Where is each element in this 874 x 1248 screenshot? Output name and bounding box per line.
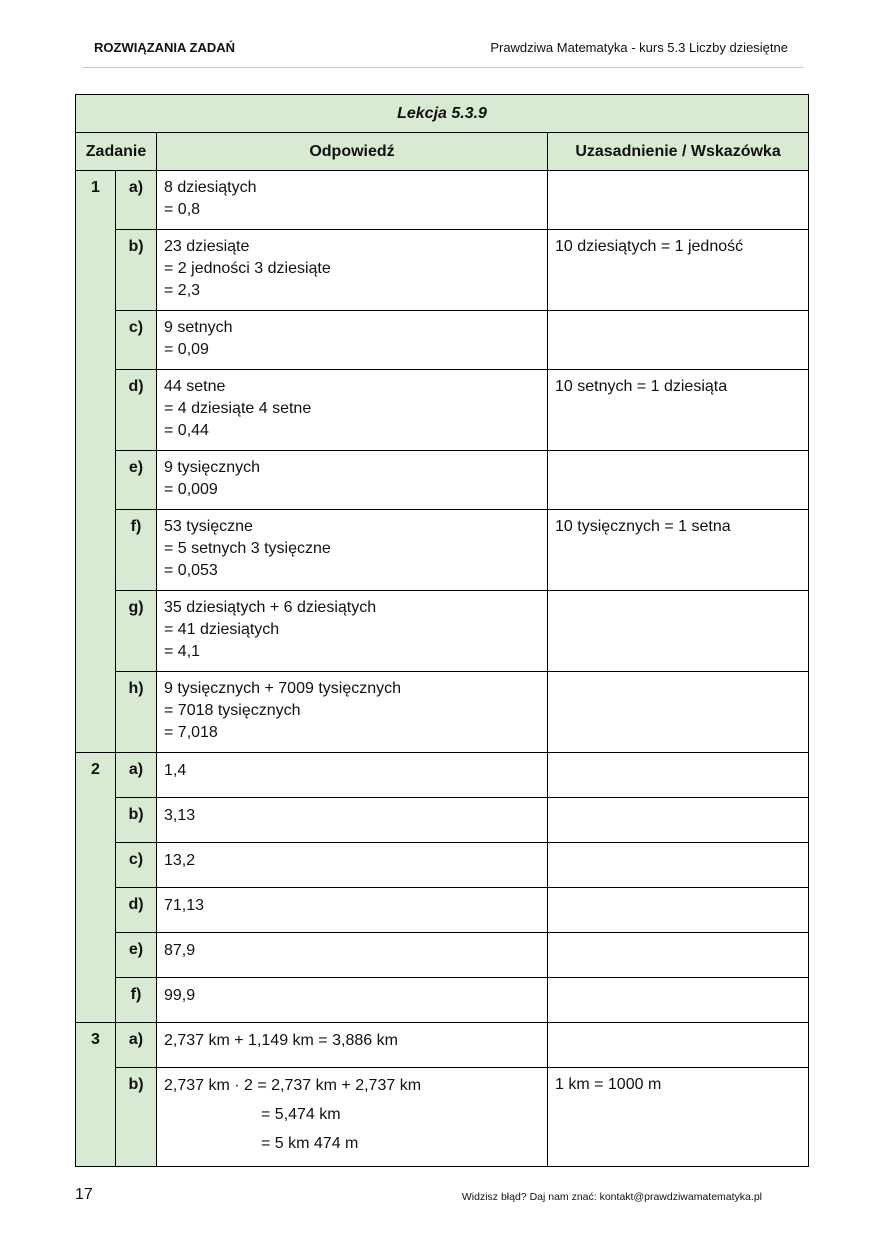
table-row bbox=[76, 672, 809, 753]
hint-cell bbox=[548, 171, 809, 230]
subtask-letter: d) bbox=[116, 888, 157, 933]
table-row bbox=[76, 230, 809, 311]
header-course-title: Prawdziwa Matematyka - kurs 5.3 Liczby dziesiętne bbox=[490, 40, 788, 55]
subtask-letter: a) bbox=[116, 171, 157, 230]
hint-cell bbox=[548, 1023, 809, 1068]
answer-line: 87,9 bbox=[164, 942, 196, 959]
table-row bbox=[76, 1023, 809, 1068]
hint-cell bbox=[548, 933, 809, 978]
answer-cell bbox=[157, 672, 548, 753]
subtask-letter: b) bbox=[116, 230, 157, 311]
table-row bbox=[76, 1068, 809, 1167]
answer-line: 9 tysięcznych + 7009 tysięcznych bbox=[164, 680, 402, 697]
table-row bbox=[76, 510, 809, 591]
answer-line: = 7,018 bbox=[164, 724, 218, 741]
solutions-table bbox=[75, 94, 809, 1167]
column-header-hint: Uzasadnienie / Wskazówka bbox=[548, 133, 809, 171]
header-divider bbox=[82, 67, 804, 68]
hint-cell bbox=[548, 978, 809, 1023]
hint-text: 10 dziesiątych = 1 jedność bbox=[555, 238, 744, 255]
table-row bbox=[76, 171, 809, 230]
subtask-letter: c) bbox=[116, 843, 157, 888]
answer-line: 53 tysięczne bbox=[164, 518, 253, 535]
answer-line: = 4 dziesiąte 4 setne bbox=[164, 400, 312, 417]
answer-line: 1,4 bbox=[164, 762, 187, 779]
hint-cell bbox=[548, 451, 809, 510]
hint-cell bbox=[548, 591, 809, 672]
answer-line: 9 tysięcznych bbox=[164, 459, 261, 476]
task-number: 3 bbox=[76, 1023, 116, 1167]
subtask-letter: g) bbox=[116, 591, 157, 672]
answer-cell bbox=[157, 1068, 548, 1167]
answer-cell bbox=[157, 370, 548, 451]
hint-text: 10 tysięcznych = 1 setna bbox=[555, 518, 731, 535]
answer-cell bbox=[157, 933, 548, 978]
subtask-letter: a) bbox=[116, 1023, 157, 1068]
table-row bbox=[76, 978, 809, 1023]
table-row bbox=[76, 451, 809, 510]
answer-line: = 0,44 bbox=[164, 422, 209, 439]
column-header-answer: Odpowiedź bbox=[157, 133, 548, 171]
subtask-letter: h) bbox=[116, 672, 157, 753]
hint-cell bbox=[548, 510, 809, 591]
subtask-letter: a) bbox=[116, 753, 157, 798]
hint-text: 10 setnych = 1 dziesiąta bbox=[555, 378, 728, 395]
subtask-letter: d) bbox=[116, 370, 157, 451]
subtask-letter: f) bbox=[116, 510, 157, 591]
hint-cell bbox=[548, 798, 809, 843]
hint-cell bbox=[548, 753, 809, 798]
hint-cell bbox=[548, 672, 809, 753]
subtask-letter: e) bbox=[116, 933, 157, 978]
header-section-title: ROZWIĄZANIA ZADAŃ bbox=[94, 40, 236, 55]
footer-contact-note: Widzisz błąd? Daj nam znać: kontakt@prawdziwamatematyka.pl bbox=[461, 1191, 762, 1203]
page-number: 17 bbox=[75, 1186, 93, 1203]
hint-cell bbox=[548, 311, 809, 370]
table-row bbox=[76, 843, 809, 888]
table-row bbox=[76, 933, 809, 978]
answer-cell bbox=[157, 451, 548, 510]
task-number: 2 bbox=[76, 753, 116, 1023]
answer-cell bbox=[157, 230, 548, 311]
answer-line: 2,737 km · 2 = 2,737 km + 2,737 km bbox=[164, 1077, 422, 1094]
answer-cell bbox=[157, 311, 548, 370]
answer-line: = 5,474 km bbox=[261, 1106, 341, 1123]
answer-line: = 4,1 bbox=[164, 643, 201, 660]
answer-line: = 7018 tysięcznych bbox=[164, 702, 301, 719]
table-row bbox=[76, 591, 809, 672]
answer-cell bbox=[157, 591, 548, 672]
table-row bbox=[76, 311, 809, 370]
answer-cell bbox=[157, 753, 548, 798]
answer-line: 3,13 bbox=[164, 807, 196, 824]
answer-cell bbox=[157, 843, 548, 888]
answer-line: 23 dziesiąte bbox=[164, 238, 250, 255]
subtask-letter: f) bbox=[116, 978, 157, 1023]
subtask-letter: b) bbox=[116, 1068, 157, 1167]
answer-line: 35 dziesiątych + 6 dziesiątych bbox=[164, 599, 377, 616]
table-row bbox=[76, 798, 809, 843]
table-row bbox=[76, 753, 809, 798]
answer-line: = 41 dziesiątych bbox=[164, 621, 280, 638]
answer-line: = 5 setnych 3 tysięczne bbox=[164, 540, 331, 557]
answer-line: = 0,053 bbox=[164, 562, 218, 579]
lesson-title: Lekcja 5.3.9 bbox=[76, 95, 809, 133]
table-row bbox=[76, 888, 809, 933]
answer-line: = 0,09 bbox=[164, 341, 209, 358]
answer-line: 44 setne bbox=[164, 378, 226, 395]
hint-cell bbox=[548, 1068, 809, 1167]
hint-cell bbox=[548, 888, 809, 933]
hint-text: 1 km = 1000 m bbox=[555, 1076, 662, 1093]
table-row bbox=[76, 370, 809, 451]
hint-cell bbox=[548, 230, 809, 311]
hint-cell bbox=[548, 843, 809, 888]
hint-cell bbox=[548, 370, 809, 451]
answer-line: = 0,8 bbox=[164, 201, 201, 218]
answer-line: 99,9 bbox=[164, 987, 196, 1004]
answer-line: = 2 jedności 3 dziesiąte bbox=[164, 260, 331, 277]
answer-cell bbox=[157, 171, 548, 230]
subtask-letter: c) bbox=[116, 311, 157, 370]
answer-line: = 2,3 bbox=[164, 282, 201, 299]
answer-cell bbox=[157, 1023, 548, 1068]
answer-line: 8 dziesiątych bbox=[164, 179, 257, 196]
answer-line: = 5 km 474 m bbox=[261, 1135, 359, 1152]
subtask-letter: b) bbox=[116, 798, 157, 843]
answer-cell bbox=[157, 888, 548, 933]
column-header-task: Zadanie bbox=[76, 133, 157, 171]
answer-cell bbox=[157, 798, 548, 843]
answer-line: 13,2 bbox=[164, 852, 196, 869]
answer-cell bbox=[157, 978, 548, 1023]
answer-line: 71,13 bbox=[164, 897, 205, 914]
answer-line: 2,737 km + 1,149 km = 3,886 km bbox=[164, 1032, 398, 1049]
task-number: 1 bbox=[76, 171, 116, 753]
answer-cell bbox=[157, 510, 548, 591]
answer-line: = 0,009 bbox=[164, 481, 218, 498]
answer-line: 9 setnych bbox=[164, 319, 233, 336]
subtask-letter: e) bbox=[116, 451, 157, 510]
